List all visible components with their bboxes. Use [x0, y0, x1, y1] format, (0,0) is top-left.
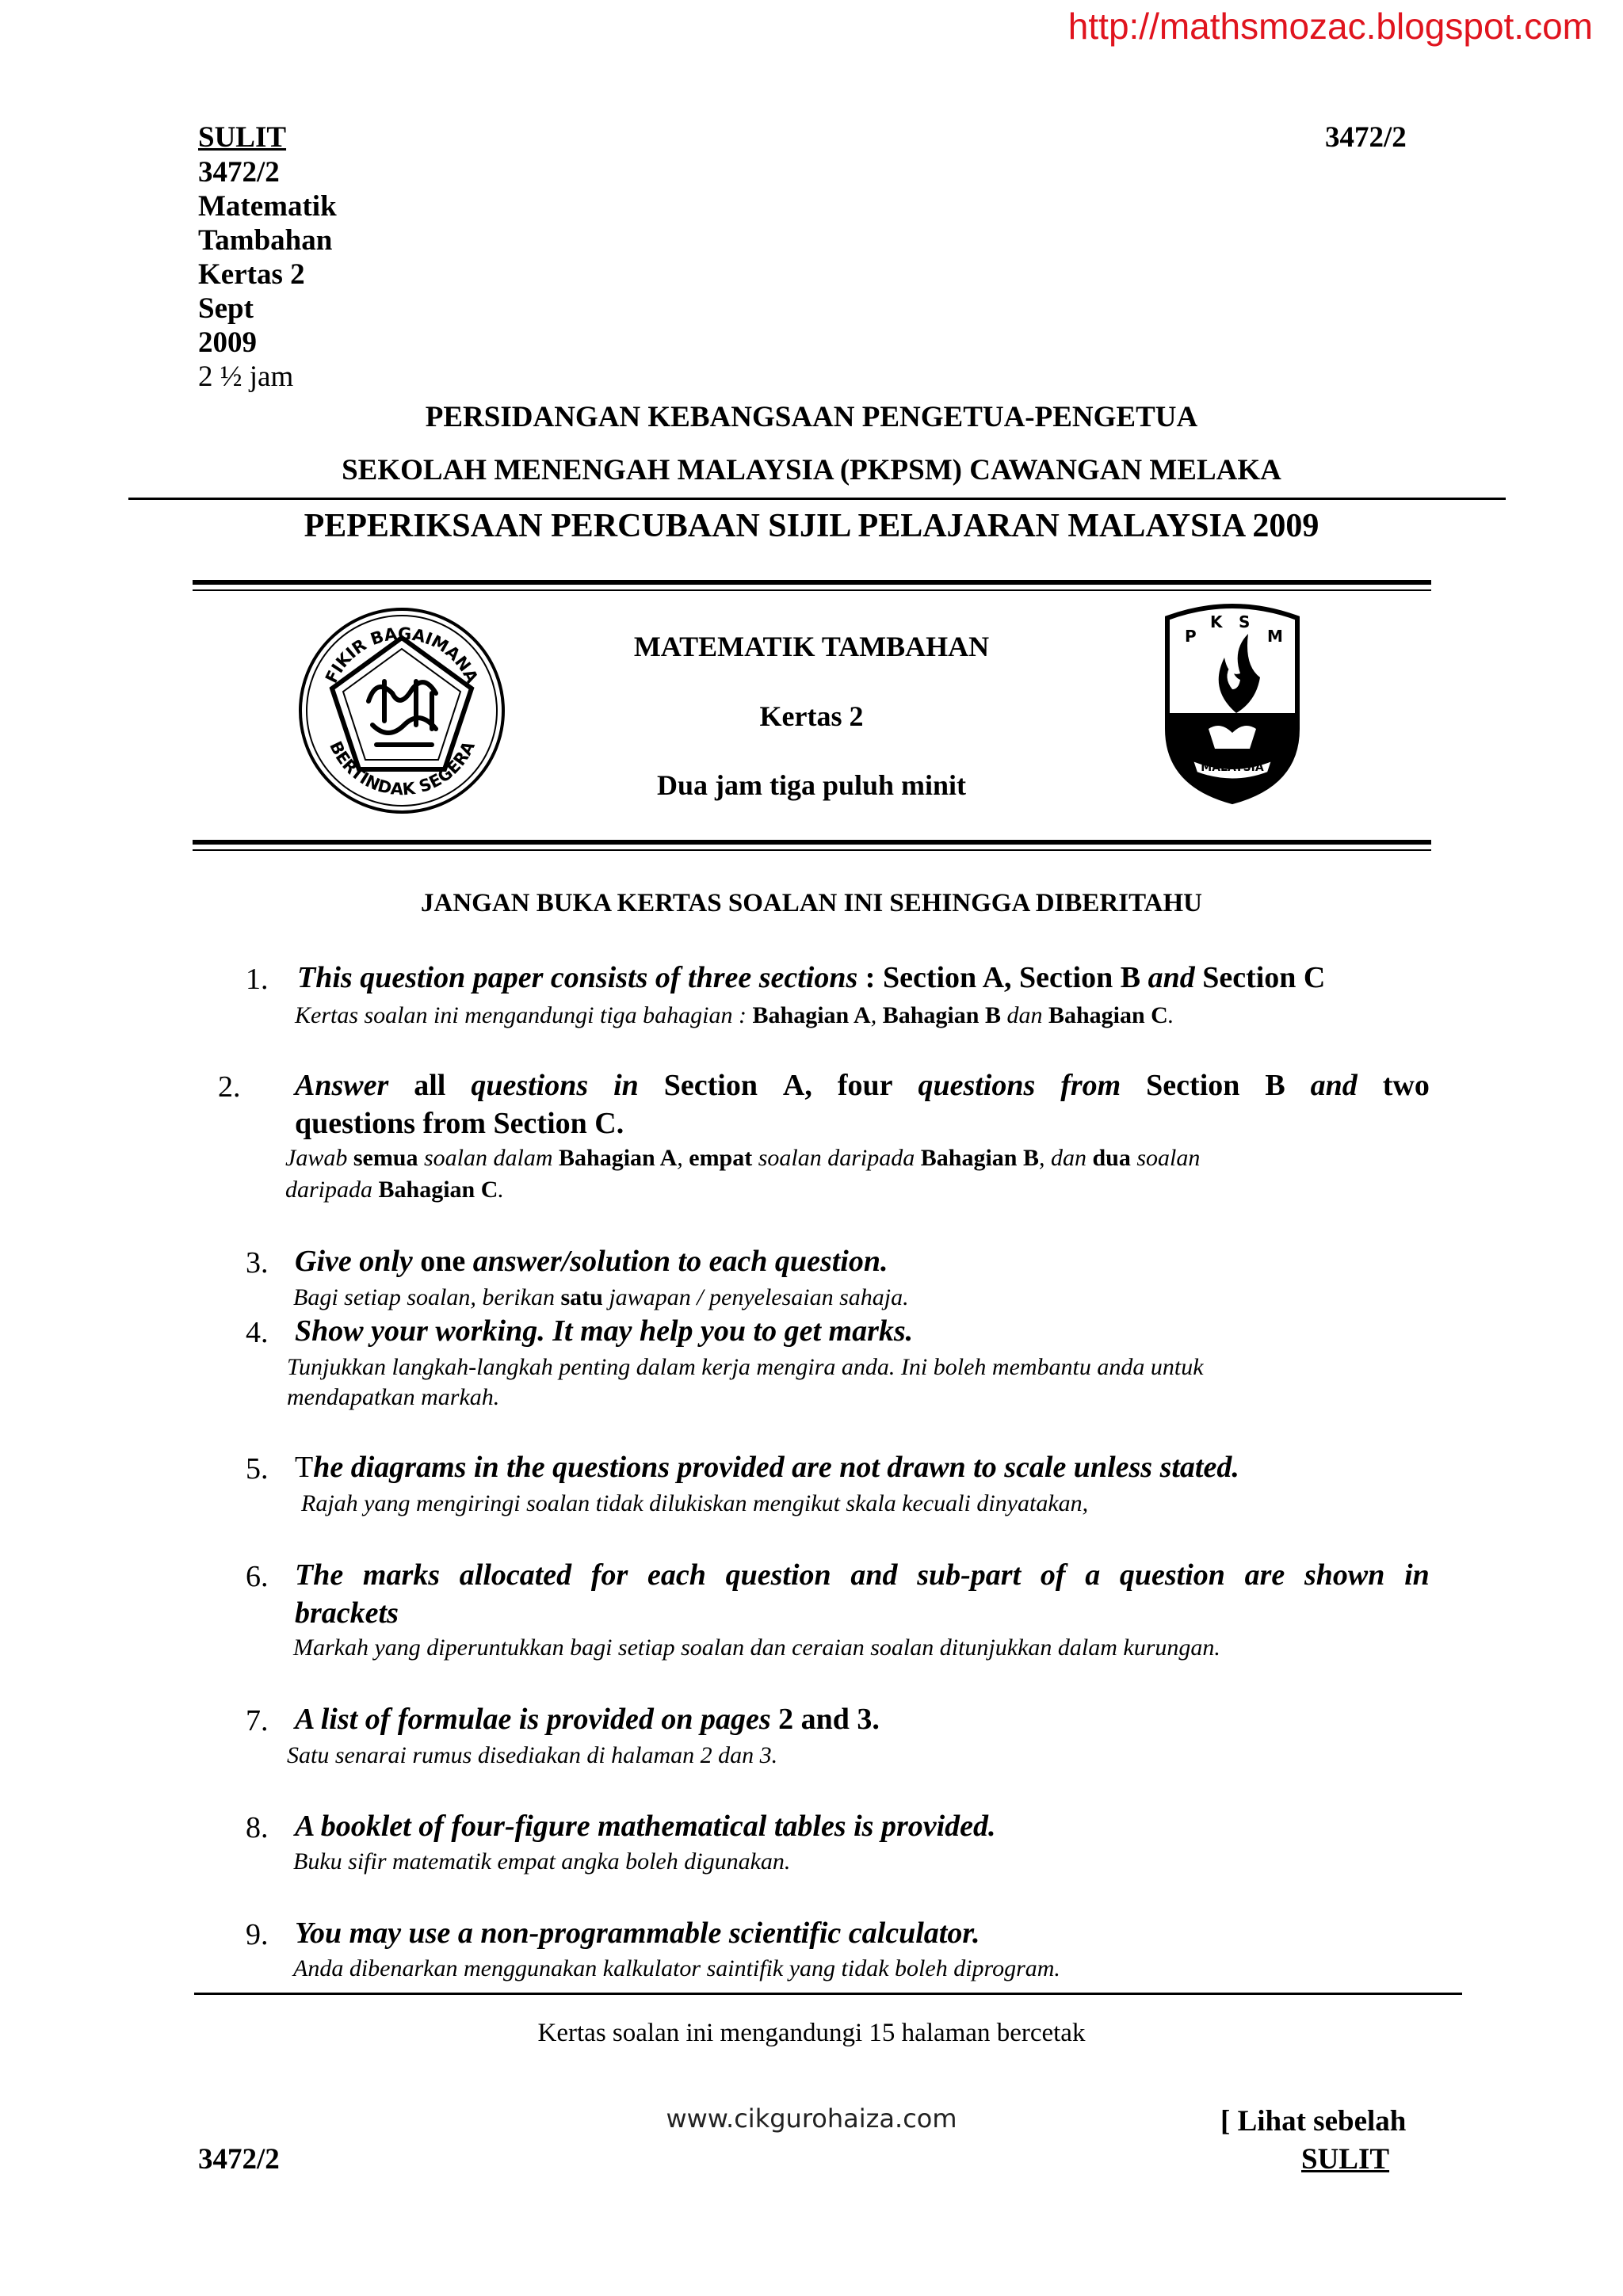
svg-text:MALAYSIA: MALAYSIA — [1201, 761, 1264, 774]
instruction-9-ms: Anda dibenarkan menggunakan kalkulator saintifik yang tidak boleh diprogram. — [293, 1955, 1060, 1981]
header-line: 2009 — [198, 326, 257, 359]
instruction-6-en-line2: brackets — [295, 1596, 399, 1630]
instruction-1-ms: Kertas soalan ini mengandungi tiga bahagian : Bahagian A, Bahagian B dan Bahagian C. — [295, 1002, 1174, 1028]
svg-text:FIKIR BAGAIMANA: FIKIR BAGAIMANA — [322, 624, 482, 686]
svg-text:M: M — [1267, 627, 1283, 646]
paper-number: Kertas 2 — [759, 700, 864, 732]
watermark-url: http://mathsmozac.blogspot.com — [1067, 6, 1593, 47]
header-line: Sept — [198, 292, 254, 325]
header-line: Matematik — [198, 190, 337, 223]
instruction-number: 2. — [218, 1070, 241, 1104]
svg-text:K: K — [1210, 612, 1223, 631]
instruction-number: 8. — [246, 1811, 269, 1844]
subject-name: MATEMATIK TAMBAHAN — [633, 631, 990, 662]
instruction-7-en: A list of formulae is provided on pages 2 and 3. — [295, 1703, 880, 1736]
instruction-number: 9. — [246, 1918, 269, 1951]
instruction-number: 3. — [246, 1246, 269, 1280]
box-top-rule-thin — [193, 589, 1431, 591]
instruction-9-en: You may use a non-programmable scientific calculator. — [295, 1917, 980, 1950]
instruction-number: 1. — [246, 963, 269, 996]
instruction-number: 7. — [246, 1704, 269, 1737]
instruction-8-ms: Buku sifir matematik empat angka boleh digunakan. — [293, 1848, 791, 1875]
footer-code: 3472/2 — [198, 2143, 280, 2176]
header-left-block — [198, 155, 337, 394]
svg-text:BERTINDAK SEGERA: BERTINDAK SEGERA — [326, 738, 479, 799]
instruction-4-en: Show your working. It may help you to get marks. — [295, 1314, 914, 1348]
box-bottom-rule — [193, 840, 1431, 845]
instruction-6-ms: Markah yang diperuntukkan bagi setiap soalan dan ceraian soalan ditunjukkan dalam kurungan. — [293, 1634, 1220, 1661]
instruction-2-ms-line2: daripada Bahagian C. — [285, 1177, 504, 1203]
exam-title: PEPERIKSAAN PERCUBAAN SIJIL PELAJARAN MALAYSIA 2009 — [304, 508, 1319, 544]
instruction-4-ms-line1: Tunjukkan langkah-langkah penting dalam kerja mengira anda. Ini boleh membantu anda untuk — [287, 1354, 1204, 1380]
header-line: Kertas 2 — [198, 258, 305, 291]
paper-duration: Dua jam tiga puluh minit — [656, 769, 967, 801]
instruction-2-ms-line1: Jawab semua soalan dalam Bahagian A, empat soalan daripada Bahagian B, dan dua soalan — [285, 1145, 1201, 1171]
instruction-5-ms: Rajah yang mengiringi soalan tidak dilukiskan mengikut skala kecuali dinyatakan, — [301, 1490, 1089, 1516]
instruction-5-en: The diagrams in the questions provided are not drawn to scale unless stated. — [295, 1451, 1239, 1484]
instruction-6-en-line1: The marks allocated for each question and sub-part of a question are shown in — [295, 1558, 1430, 1592]
instruction-1-en: This question paper consists of three sections : Section A, Section B and Section C — [297, 961, 1326, 994]
sulit-label: SULIT — [198, 121, 287, 154]
pkpsm-letters: P — [1185, 627, 1197, 646]
instruction-7-ms: Satu senarai rumus disediakan di halaman 2 dan 3. — [287, 1742, 778, 1768]
instruction-3-en: Give only one answer/solution to each question. — [295, 1245, 888, 1278]
instruction-number: 5. — [246, 1452, 269, 1486]
instruction-number: 6. — [246, 1560, 269, 1593]
paper-code-top: 3472/2 — [1325, 121, 1407, 154]
footer-sulit: SULIT — [1301, 2143, 1390, 2176]
header-duration: 2 ½ jam — [198, 360, 294, 393]
instruction-8-en: A booklet of four-figure mathematical tables is provided. — [295, 1810, 996, 1843]
box-top-rule — [193, 580, 1431, 585]
footer-website: www.cikgurohaiza.com — [666, 2103, 957, 2134]
divider-line — [128, 498, 1506, 500]
header-line: Tambahan — [198, 224, 333, 257]
instruction-number: 4. — [246, 1316, 269, 1349]
footer-lihat: [ Lihat sebelah — [1220, 2105, 1407, 2138]
instruction-4-ms-line2: mendapatkan markah. — [287, 1384, 500, 1410]
instruction-2-en-line2: questions from Section C. — [295, 1107, 624, 1140]
org-line-1: PERSIDANGAN KEBANGSAAN PENGETUA-PENGETUA — [425, 401, 1198, 433]
warning-text: JANGAN BUKA KERTAS SOALAN INI SEHINGGA DIBERITAHU — [421, 889, 1202, 917]
header-line: 3472/2 — [198, 156, 280, 189]
instruction-3-ms: Bagi setiap soalan, berikan satu jawapan / penyelesaian sahaja. — [293, 1284, 909, 1310]
page-count: Kertas soalan ini mengandungi 15 halaman bercetak — [537, 2019, 1086, 2047]
org-line-2: SEKOLAH MENENGAH MALAYSIA (PKPSM) CAWANGAN MELAKA — [342, 454, 1281, 486]
svg-text:S: S — [1239, 612, 1251, 631]
instruction-2-en-line1: Answer all questions in Section A, four questions from Section B and two — [295, 1069, 1430, 1102]
bottom-divider — [194, 1993, 1462, 1995]
box-bottom-rule-thin — [193, 849, 1431, 851]
